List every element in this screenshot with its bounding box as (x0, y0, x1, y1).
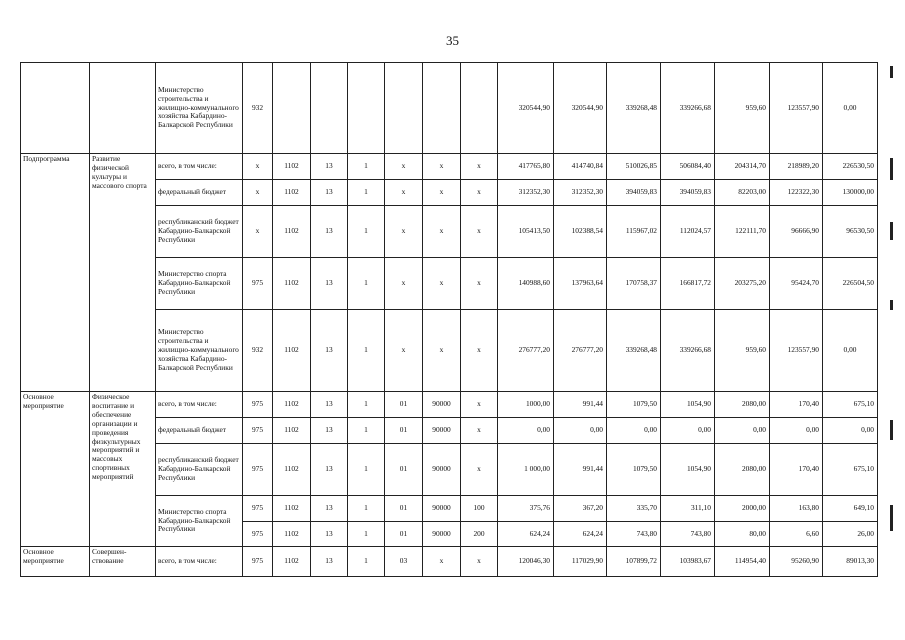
scan-edge-mark (890, 158, 893, 180)
value-cell: 120046,30 (498, 547, 554, 577)
value-cell: 140988,60 (498, 258, 554, 310)
grbs-cell: 932 (243, 310, 273, 392)
value-cell: 339268,48 (607, 310, 661, 392)
cs1-cell (348, 63, 385, 154)
value-cell: 26,00 (823, 522, 878, 547)
value-cell: 743,80 (607, 522, 661, 547)
cs3-cell: x (423, 154, 461, 180)
vr-cell: x (461, 392, 498, 418)
cs1-cell: 1 (348, 496, 385, 522)
value-cell: 1079,50 (607, 444, 661, 496)
vr-cell: x (461, 418, 498, 444)
value-cell: 115967,02 (607, 206, 661, 258)
value-cell: 170,40 (770, 444, 823, 496)
rz-cell: 1102 (273, 547, 311, 577)
table-row (21, 547, 878, 577)
value-cell: 0,00 (554, 418, 607, 444)
value-cell: 1 000,00 (498, 444, 554, 496)
scan-edge-mark (890, 222, 893, 240)
grbs-cell: 975 (243, 418, 273, 444)
vr-cell: x (461, 206, 498, 258)
source-cell: республиканский бюджет Кабардино-Балкарской Республики (156, 444, 243, 496)
cs1-cell: 1 (348, 206, 385, 258)
value-cell: 218989,20 (770, 154, 823, 180)
value-cell: 0,00 (607, 418, 661, 444)
cs3-cell: x (423, 258, 461, 310)
value-cell: 0,00 (715, 418, 770, 444)
value-cell: 339266,68 (661, 63, 715, 154)
value-cell: 1054,90 (661, 444, 715, 496)
value-cell: 394059,83 (607, 180, 661, 206)
value-cell: 675,10 (823, 444, 878, 496)
vr-cell: x (461, 444, 498, 496)
value-cell: 414740,84 (554, 154, 607, 180)
table-row (21, 63, 878, 154)
cs3-cell: 90000 (423, 522, 461, 547)
grbs-cell: 975 (243, 496, 273, 522)
grbs-cell: x (243, 206, 273, 258)
value-cell: 312352,30 (498, 180, 554, 206)
value-cell: 95260,90 (770, 547, 823, 577)
name-cell: Совершен-ствование (90, 547, 156, 577)
pr-cell: 13 (311, 180, 348, 206)
value-cell: 80,00 (715, 522, 770, 547)
cs1-cell: 1 (348, 310, 385, 392)
scan-edge-mark (890, 505, 893, 531)
name-cell (90, 63, 156, 154)
cs1-cell: 1 (348, 418, 385, 444)
cs3-cell: x (423, 206, 461, 258)
grbs-cell: 975 (243, 258, 273, 310)
value-cell: 959,60 (715, 310, 770, 392)
cs3-cell (423, 63, 461, 154)
value-cell: 107899,72 (607, 547, 661, 577)
value-cell: 312352,30 (554, 180, 607, 206)
cs3-cell: x (423, 310, 461, 392)
value-cell: 102388,54 (554, 206, 607, 258)
value-cell: 339268,48 (607, 63, 661, 154)
pr-cell: 13 (311, 392, 348, 418)
cs2-cell: 01 (385, 522, 423, 547)
value-cell: 163,80 (770, 496, 823, 522)
value-cell: 959,60 (715, 63, 770, 154)
value-cell: 394059,83 (661, 180, 715, 206)
pr-cell: 13 (311, 258, 348, 310)
grbs-cell: x (243, 180, 273, 206)
rz-cell: 1102 (273, 206, 311, 258)
cs3-cell: x (423, 180, 461, 206)
value-cell: 1000,00 (498, 392, 554, 418)
cs1-cell: 1 (348, 392, 385, 418)
rz-cell: 1102 (273, 444, 311, 496)
value-cell: 417765,80 (498, 154, 554, 180)
source-cell: Министерство спорта Кабардино-Балкарской Республики (156, 496, 243, 547)
value-cell: 339266,68 (661, 310, 715, 392)
cs1-cell: 1 (348, 154, 385, 180)
cs1-cell: 1 (348, 547, 385, 577)
rz-cell: 1102 (273, 418, 311, 444)
value-cell: 226504,50 (823, 258, 878, 310)
source-cell: федеральный бюджет (156, 418, 243, 444)
grbs-cell: 975 (243, 444, 273, 496)
cs2-cell: 01 (385, 418, 423, 444)
vr-cell (461, 63, 498, 154)
level-cell (21, 63, 90, 154)
scan-edge-mark (890, 420, 893, 440)
level-cell: Подпрограмма (21, 154, 90, 392)
value-cell: 276777,20 (554, 310, 607, 392)
cs2-cell: x (385, 310, 423, 392)
value-cell: 375,76 (498, 496, 554, 522)
pr-cell: 13 (311, 496, 348, 522)
level-cell: Основное мероприятие (21, 392, 90, 547)
value-cell: 170,40 (770, 392, 823, 418)
cs2-cell: x (385, 258, 423, 310)
page-number: 35 (446, 33, 459, 48)
value-cell: 226530,50 (823, 154, 878, 180)
value-cell: 122322,30 (770, 180, 823, 206)
cs2-cell: 01 (385, 444, 423, 496)
source-cell: Министерство строительства и жилищно-коммунального хозяйства Кабардино-Балкарской Республики (156, 63, 243, 154)
value-cell: 89013,30 (823, 547, 878, 577)
grbs-cell: 975 (243, 392, 273, 418)
level-cell: Основное мероприятие (21, 547, 90, 577)
value-cell: 991,44 (554, 392, 607, 418)
value-cell: 137963,64 (554, 258, 607, 310)
cs2-cell: 03 (385, 547, 423, 577)
source-cell: Министерство спорта Кабардино-Балкарской Республики (156, 258, 243, 310)
cs2-cell: 01 (385, 392, 423, 418)
vr-cell: x (461, 258, 498, 310)
cs1-cell: 1 (348, 444, 385, 496)
value-cell: 624,24 (498, 522, 554, 547)
cs2-cell: x (385, 154, 423, 180)
source-cell: федеральный бюджет (156, 180, 243, 206)
source-cell: республиканский бюджет Кабардино-Балкарской Республики (156, 206, 243, 258)
value-cell: 95424,70 (770, 258, 823, 310)
value-cell: 320544,90 (498, 63, 554, 154)
table-row (21, 154, 878, 180)
rz-cell: 1102 (273, 392, 311, 418)
table-row (21, 392, 878, 418)
value-cell: 103983,67 (661, 547, 715, 577)
value-cell: 367,20 (554, 496, 607, 522)
value-cell: 0,00 (823, 63, 878, 154)
value-cell: 506084,40 (661, 154, 715, 180)
budget-table (20, 62, 878, 577)
pr-cell: 13 (311, 547, 348, 577)
value-cell: 123557,90 (770, 63, 823, 154)
vr-cell: x (461, 154, 498, 180)
scan-edge-mark (890, 66, 893, 78)
pr-cell (311, 63, 348, 154)
source-cell: всего, в том числе: (156, 154, 243, 180)
value-cell: 0,00 (498, 418, 554, 444)
rz-cell: 1102 (273, 180, 311, 206)
value-cell: 170758,37 (607, 258, 661, 310)
vr-cell: 200 (461, 522, 498, 547)
value-cell: 320544,90 (554, 63, 607, 154)
pr-cell: 13 (311, 310, 348, 392)
cs2-cell: x (385, 206, 423, 258)
value-cell: 276777,20 (498, 310, 554, 392)
name-cell: Физическое воспитание и обеспечение организации и проведения физкультурных мероприятий и массовых спортивных мероприятий (90, 392, 156, 547)
value-cell: 105413,50 (498, 206, 554, 258)
cs1-cell: 1 (348, 258, 385, 310)
pr-cell: 13 (311, 444, 348, 496)
value-cell: 2080,00 (715, 444, 770, 496)
value-cell: 1079,50 (607, 392, 661, 418)
cs3-cell: 90000 (423, 392, 461, 418)
cs1-cell: 1 (348, 180, 385, 206)
value-cell: 203275,20 (715, 258, 770, 310)
value-cell: 114954,40 (715, 547, 770, 577)
value-cell: 130000,00 (823, 180, 878, 206)
value-cell: 0,00 (823, 418, 878, 444)
value-cell: 6,60 (770, 522, 823, 547)
cs3-cell: 90000 (423, 418, 461, 444)
value-cell: 2000,00 (715, 496, 770, 522)
cs2-cell: 01 (385, 496, 423, 522)
value-cell: 675,10 (823, 392, 878, 418)
value-cell: 122111,70 (715, 206, 770, 258)
grbs-cell: 932 (243, 63, 273, 154)
value-cell: 743,80 (661, 522, 715, 547)
rz-cell (273, 63, 311, 154)
source-cell: Министерство строительства и жилищно-коммунального хозяйства Кабардино-Балкарской Республики (156, 310, 243, 392)
rz-cell: 1102 (273, 258, 311, 310)
vr-cell: x (461, 547, 498, 577)
value-cell: 649,10 (823, 496, 878, 522)
value-cell: 991,44 (554, 444, 607, 496)
cs3-cell: 90000 (423, 496, 461, 522)
value-cell: 123557,90 (770, 310, 823, 392)
value-cell: 96666,90 (770, 206, 823, 258)
cs3-cell: x (423, 547, 461, 577)
cs2-cell (385, 63, 423, 154)
grbs-cell: x (243, 154, 273, 180)
vr-cell: x (461, 180, 498, 206)
vr-cell: 100 (461, 496, 498, 522)
value-cell: 510026,85 (607, 154, 661, 180)
pr-cell: 13 (311, 154, 348, 180)
pr-cell: 13 (311, 522, 348, 547)
rz-cell: 1102 (273, 496, 311, 522)
value-cell: 117029,90 (554, 547, 607, 577)
value-cell: 0,00 (770, 418, 823, 444)
cs3-cell: 90000 (423, 444, 461, 496)
value-cell: 311,10 (661, 496, 715, 522)
value-cell: 0,00 (661, 418, 715, 444)
rz-cell: 1102 (273, 310, 311, 392)
cs2-cell: x (385, 180, 423, 206)
source-cell: всего, в том числе: (156, 547, 243, 577)
value-cell: 1054,90 (661, 392, 715, 418)
pr-cell: 13 (311, 206, 348, 258)
value-cell: 624,24 (554, 522, 607, 547)
grbs-cell: 975 (243, 522, 273, 547)
name-cell: Развитие физической культуры и массового спорта (90, 154, 156, 392)
value-cell: 166817,72 (661, 258, 715, 310)
value-cell: 96530,50 (823, 206, 878, 258)
value-cell: 82203,00 (715, 180, 770, 206)
value-cell: 335,70 (607, 496, 661, 522)
pr-cell: 13 (311, 418, 348, 444)
value-cell: 2080,00 (715, 392, 770, 418)
value-cell: 0,00 (823, 310, 878, 392)
vr-cell: x (461, 310, 498, 392)
value-cell: 204314,70 (715, 154, 770, 180)
scan-edge-mark (890, 300, 893, 310)
rz-cell: 1102 (273, 522, 311, 547)
value-cell: 112024,57 (661, 206, 715, 258)
rz-cell: 1102 (273, 154, 311, 180)
cs1-cell: 1 (348, 522, 385, 547)
grbs-cell: 975 (243, 547, 273, 577)
source-cell: всего, в том числе: (156, 392, 243, 418)
